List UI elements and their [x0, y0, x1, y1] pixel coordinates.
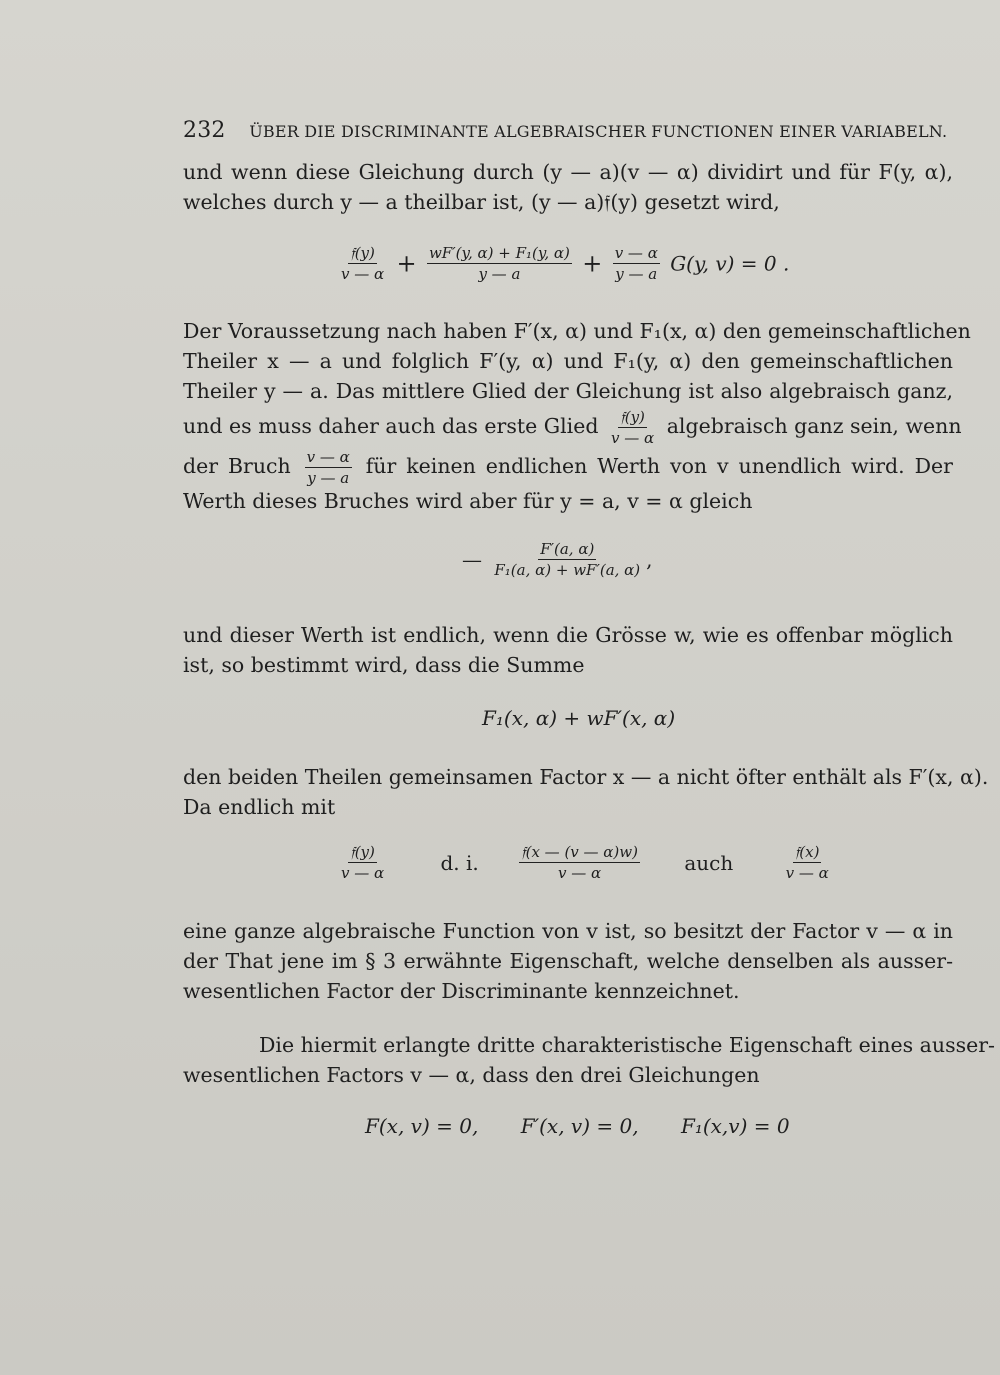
numerator: wF′(y, α) + F₁(y, α): [428, 244, 570, 262]
fraction: [519, 843, 640, 882]
equation-3: F₁(x, α) + wF′(x, α): [482, 706, 676, 730]
running-header: [183, 118, 948, 143]
equation-2: [462, 540, 653, 579]
text-line-with-fraction: und es muss daher auch das erste Glied $\frac{\text{𝔣(y)}}{v — \alpha}$ algebraisch ganz sein, wenn: [183, 408, 962, 447]
denominator: y — a: [307, 469, 350, 487]
text-line: Der Voraussetzung nach haben F′(x, α) und F₁(x, α) den gemeinschaftlichen: [183, 319, 971, 343]
equation-part: F₁(x,v) = 0: [680, 1114, 790, 1138]
numerator: 𝔣(x — (v — α)w): [521, 843, 638, 861]
numerator: v — α: [614, 244, 658, 262]
connective-auch: auch: [684, 850, 734, 875]
fraction: [784, 843, 831, 882]
equation-part: F(x, v) = 0,: [365, 1114, 479, 1138]
text-line: Die hiermit erlangte dritte charakteristische Eigenschaft eines ausser-: [259, 1033, 995, 1057]
text-line: eine ganze algebraische Function von v ist, so besitzt der Factor v — α in: [183, 919, 953, 943]
paragraph-3: [183, 620, 953, 680]
plus-sign: +: [396, 249, 417, 278]
paragraph-4: [183, 762, 989, 822]
text-line: Theiler y — a. Das mittlere Glied der Gleichung ist also algebraisch ganz,: [183, 379, 953, 403]
numerator: 𝔣(x): [794, 843, 820, 861]
running-title: ÜBER DIE DISCRIMINANTE ALGEBRAISCHER FUNCTIONEN EINER VARIABELN.: [249, 122, 948, 141]
denominator: v — α: [341, 265, 385, 283]
fraction: [492, 540, 642, 579]
fraction: [339, 244, 386, 283]
fraction: [613, 244, 660, 283]
text-line: den beiden Theilen gemeinsamen Factor x — a nicht öfter enthält als F′(x, α).: [183, 765, 989, 789]
denominator: v — α: [341, 864, 385, 882]
paragraph-6: [183, 1030, 995, 1090]
text-line: der That jene im § 3 erwähnte Eigenschaft, welche denselben als ausser-: [183, 949, 953, 973]
numerator: 𝔣(y): [350, 244, 375, 262]
denominator: F₁(a, α) + wF′(a, α): [494, 561, 641, 579]
fraction: [609, 408, 656, 447]
fraction: [305, 448, 352, 487]
plus-sign: +: [582, 249, 603, 278]
page-number: 232: [183, 118, 226, 143]
numerator: 𝔣(y): [620, 408, 645, 426]
numerator: F′(a, α): [540, 540, 595, 558]
paragraph-1: [183, 157, 953, 217]
equation-4: [335, 843, 835, 882]
comma: ,: [646, 547, 653, 572]
text-line: und wenn diese Gleichung durch (y — a)(v — α) dividirt und für F(y, α),: [183, 160, 953, 184]
text-line: wesentlichen Factor der Discriminante kennzeichnet.: [183, 979, 740, 1003]
fraction: [427, 244, 572, 283]
text-line: Da endlich mit: [183, 795, 336, 819]
paragraph-2: [183, 316, 971, 516]
denominator: v — α: [785, 864, 829, 882]
fraction: [339, 843, 386, 882]
numerator: 𝔣(y): [350, 843, 375, 861]
denominator: v — α: [611, 429, 655, 447]
text-line: und dieser Werth ist endlich, wenn die Grösse w, wie es offenbar möglich: [183, 623, 953, 647]
denominator: y — a: [615, 265, 658, 283]
numerator: v — α: [306, 448, 350, 466]
text-line: welches durch y — a theilbar ist, (y — a)𝔣(y) gesetzt wird,: [183, 190, 780, 214]
text-line: Theiler x — a und folglich F′(y, α) und F₁(y, α) den gemeinschaftlichen: [183, 349, 953, 373]
equation-tail: G(y, v) = 0 .: [670, 251, 790, 276]
denominator: v — α: [557, 864, 602, 882]
equation-part: F′(x, v) = 0,: [520, 1114, 639, 1138]
paragraph-5: [183, 916, 953, 1006]
minus-sign: —: [462, 547, 482, 572]
connective-di: d. i.: [440, 850, 479, 875]
text-line: ist, so bestimmt wird, dass die Summe: [183, 653, 585, 677]
equation-5: [365, 1114, 790, 1138]
text-line: wesentlichen Factors v — α, dass den drei Gleichungen: [183, 1063, 760, 1087]
denominator: y — a: [478, 265, 521, 283]
equation-1: [335, 244, 789, 283]
text-line-with-fraction: der Bruch $\frac{v — \alpha}{y — a}$ für keinen endlichen Werth von v unendlich wird. Der: [183, 448, 953, 487]
text-line: Werth dieses Bruches wird aber für y = a, v = α gleich: [183, 489, 753, 513]
